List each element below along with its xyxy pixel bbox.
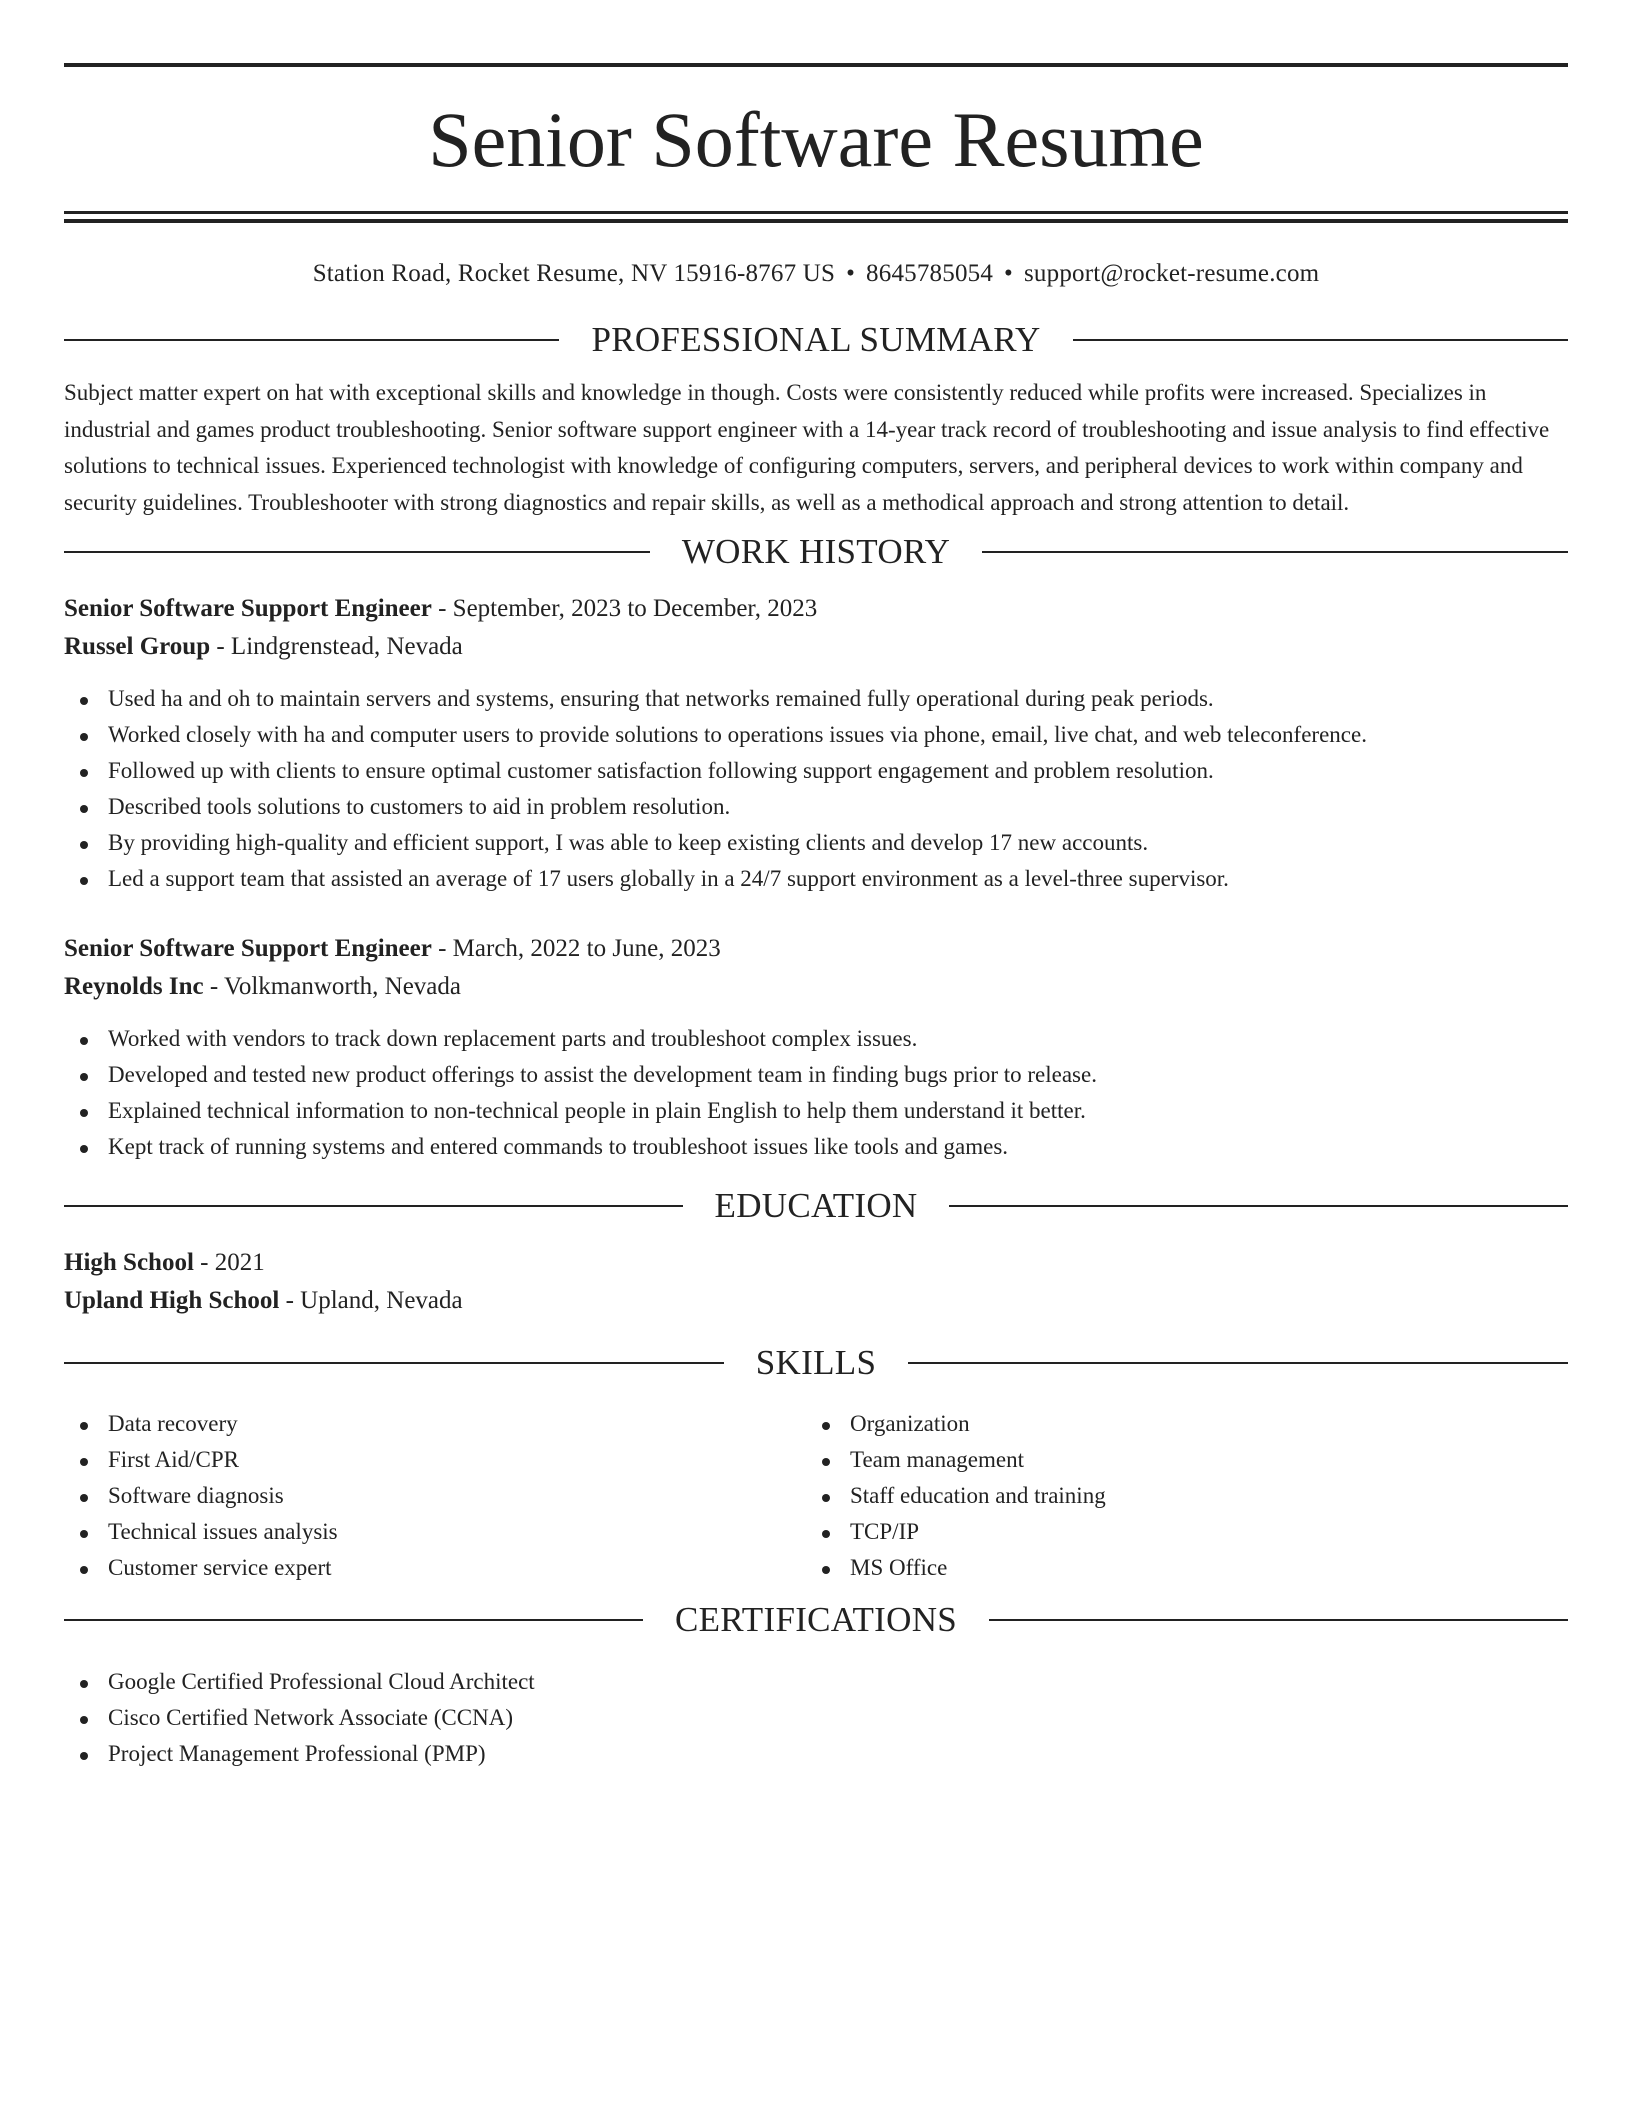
- section-header-skills: [64, 1343, 1568, 1383]
- skill-item: Customer service expert: [64, 1550, 806, 1586]
- job-bullet: Led a support team that assisted an average of 17 users globally in a 24/7 support environment as a level-three supervisor.: [64, 861, 1568, 897]
- job-location: - Volkmanworth, Nevada: [209, 973, 461, 1000]
- job-title-line: [64, 933, 1568, 971]
- skill-item: TCP/IP: [806, 1514, 1548, 1550]
- job-title: Senior Software Support Engineer: [64, 935, 432, 962]
- section-header-summary: [64, 320, 1568, 360]
- job-bullet: Followed up with clients to ensure optimal customer satisfaction following support engagement and problem resolution.: [64, 753, 1568, 789]
- education-school: Upland High School: [64, 1287, 280, 1314]
- section-title-work: WORK HISTORY: [681, 532, 951, 571]
- certification-item: Google Certified Professional Cloud Architect: [64, 1664, 1568, 1700]
- job-title: Senior Software Support Engineer: [64, 595, 432, 622]
- job-bullet: By providing high-quality and efficient support, I was able to keep existing clients and develop 17 new accounts.: [64, 825, 1568, 861]
- section-title-education: EDUCATION: [714, 1186, 918, 1225]
- job-entry: [64, 933, 1568, 1165]
- skill-item: Staff education and training: [806, 1478, 1548, 1514]
- skill-item: Team management: [806, 1442, 1548, 1478]
- job-company: Russel Group: [64, 633, 211, 660]
- section-rule-left: [64, 1362, 724, 1364]
- job-bullets: [64, 681, 1568, 897]
- job-bullet: Developed and tested new product offerings to assist the development team in finding bugs prior to release.: [64, 1057, 1568, 1093]
- section-rule-right: [949, 1205, 1568, 1207]
- job-bullet: Used ha and oh to maintain servers and systems, ensuring that networks remained fully operational during peak periods.: [64, 681, 1568, 717]
- section-rule-right: [982, 551, 1568, 553]
- summary-text: Subject matter expert on hat with exceptional skills and knowledge in though. Costs were consistently reduced while profits were increased. Specializes in industrial and games product troubleshooting. Senior software support engineer with a 14-year track record of troubleshooting and issue analysis to find effective solutions to technical issues. Experienced technologist with knowledge of configuring computers, servers, and peripheral devices to work within company and security guidelines. Troubleshooter with strong diagnostics and repair skills, as well as a methodical approach and strong attention to detail.: [64, 380, 1550, 515]
- job-dates: - March, 2022 to June, 2023: [438, 935, 721, 962]
- job-dates: - September, 2023 to December, 2023: [438, 595, 818, 622]
- section-header-education: [64, 1186, 1568, 1226]
- section-rule-right: [989, 1619, 1568, 1621]
- header-double-rule: [64, 211, 1568, 223]
- education-degree-line: [64, 1247, 1568, 1285]
- section-rule-right: [1073, 339, 1568, 341]
- job-company: Reynolds Inc: [64, 973, 204, 1000]
- skill-item: Technical issues analysis: [64, 1514, 806, 1550]
- section-rule-left: [64, 1205, 683, 1207]
- contact-email: support@rocket-resume.com: [1024, 260, 1320, 287]
- job-location: - Lindgrenstead, Nevada: [216, 633, 463, 660]
- resume-name: Senior Software Resume: [428, 96, 1204, 183]
- section-header-certifications: [64, 1600, 1568, 1640]
- job-company-line: [64, 631, 1568, 669]
- skill-item: Organization: [806, 1406, 1548, 1442]
- skill-item: MS Office: [806, 1550, 1548, 1586]
- section-title-certifications: CERTIFICATIONS: [674, 1600, 958, 1639]
- job-bullet: Worked closely with ha and computer users to provide solutions to operations issues via phone, email, live chat, and web teleconference.: [64, 717, 1568, 753]
- resume-page: [64, 0, 1568, 1772]
- skill-item: Software diagnosis: [64, 1478, 806, 1514]
- job-entry: [64, 593, 1568, 897]
- education-entry: [64, 1247, 1568, 1323]
- skill-item: Data recovery: [64, 1406, 806, 1442]
- education-location: - Upland, Nevada: [285, 1287, 463, 1314]
- section-rule-left: [64, 551, 650, 553]
- header-top-rule: [64, 63, 1568, 67]
- skills-column-right: [806, 1406, 1548, 1586]
- certification-item: Project Management Professional (PMP): [64, 1736, 1568, 1772]
- skills-grid: [64, 1406, 1568, 1586]
- job-bullet: Worked with vendors to track down replacement parts and troubleshoot complex issues.: [64, 1021, 1568, 1057]
- section-rule-left: [64, 339, 559, 341]
- job-bullet: Explained technical information to non-technical people in plain English to help them understand it better.: [64, 1093, 1568, 1129]
- section-title-summary: PROFESSIONAL SUMMARY: [591, 320, 1041, 359]
- education-school-line: [64, 1285, 1568, 1323]
- contact-line: [64, 259, 1568, 289]
- contact-address: Station Road, Rocket Resume, NV 15916-8767 US: [312, 260, 836, 287]
- section-header-work: [64, 532, 1568, 572]
- education-year: - 2021: [200, 1249, 265, 1276]
- certifications-list: [64, 1664, 1568, 1772]
- job-bullets: [64, 1021, 1568, 1165]
- job-company-line: [64, 971, 1568, 1009]
- job-title-line: [64, 593, 1568, 631]
- section-title-skills: SKILLS: [755, 1343, 877, 1382]
- contact-phone: 8645785054: [866, 260, 994, 287]
- skills-column-left: [64, 1406, 806, 1586]
- job-bullet: Described tools solutions to customers to aid in problem resolution.: [64, 789, 1568, 825]
- job-bullet: Kept track of running systems and entered commands to troubleshoot issues like tools and games.: [64, 1129, 1568, 1165]
- section-rule-left: [64, 1619, 643, 1621]
- contact-separator: •: [1004, 260, 1013, 287]
- contact-separator: •: [846, 260, 856, 287]
- certification-item: Cisco Certified Network Associate (CCNA): [64, 1700, 1568, 1736]
- education-degree: High School: [64, 1249, 194, 1276]
- skill-item: First Aid/CPR: [64, 1442, 806, 1478]
- section-rule-right: [908, 1362, 1568, 1364]
